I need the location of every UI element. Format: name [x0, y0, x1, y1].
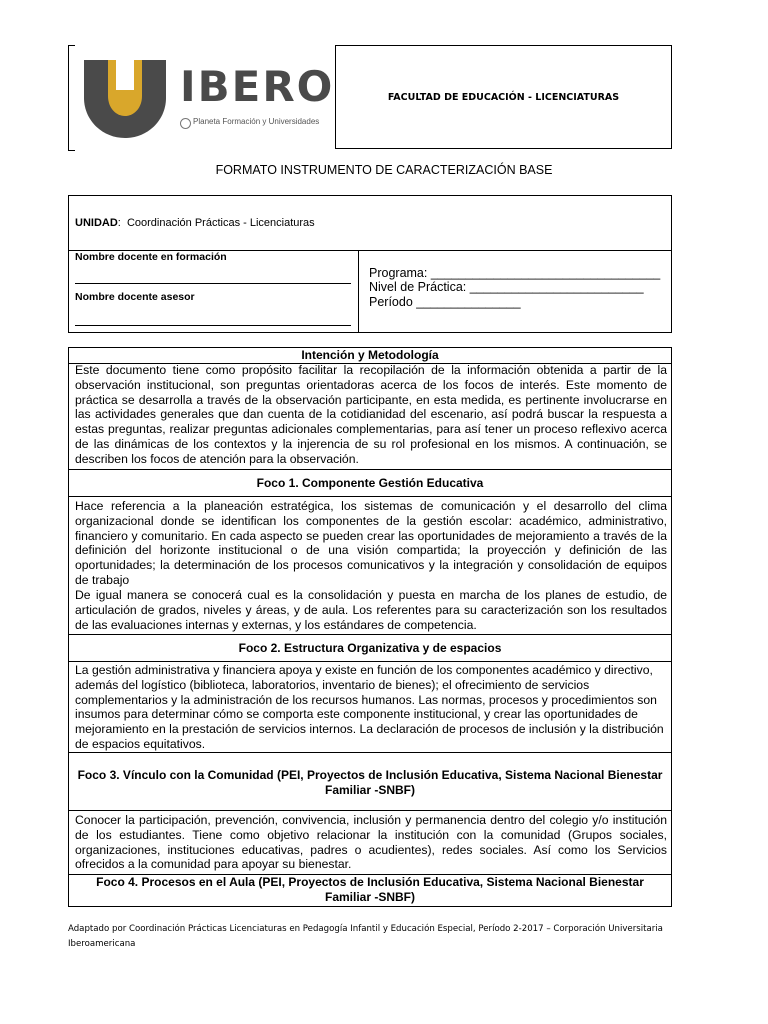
- logo-tagline: Planeta Formación y Universidades: [193, 117, 320, 126]
- unit-label: UNIDAD: [75, 217, 118, 229]
- foco3-body: Conocer la participación, prevención, convivencia, inclusión y permanencia dentro del colegio y/o institución de los estudiantes. Tiene como objetivo relacionar la institución con la comunidad (Grupos sociales, organizaciones, instituciones educativas, padres o acudientes), redes sociales. Así como los Servicios ofrecidos a la comunidad para apoyar su bienestar.: [75, 813, 667, 872]
- ibero-logo: [80, 58, 335, 140]
- unit-box: [68, 195, 672, 251]
- faculty-name: FACULTAD DE EDUCACIÓN - LICENCIATURAS: [387, 91, 620, 103]
- program-field[interactable]: Programa: _________________________________: [369, 266, 661, 280]
- column-divider: [358, 251, 359, 332]
- methodology-table: [68, 347, 672, 907]
- advisor-label: Nombre docente asesor: [75, 291, 195, 303]
- row-divider: [69, 469, 671, 470]
- header-left-frame: [68, 45, 75, 151]
- period-field[interactable]: Período _______________: [369, 295, 521, 309]
- row-divider: [69, 661, 671, 662]
- foco1-title: Foco 1. Componente Gestión Educativa: [256, 476, 484, 490]
- foco2-body: La gestión administrativa y financiera apoya y existe en función de los componentes académico y directivo, además del logístico (biblioteca, laboratorios, inventario de bienes); el ofrecimiento de servicios complementarios y la administración de los recursos humanos. Las normas, procesos y procedimientos son insumos para determinar cómo se comporta este componente institucional, y crear las oportunidades de mejoramiento en la prestación de servicios internos. La declaración de procesos de inclusión y la distribución de espacios equitativos.: [75, 663, 664, 751]
- foco4-title: Foco 4. Procesos en el Aula (PEI, Proyectos de Inclusión Educativa, Sistema Nacional Bienestar Familiar -SNBF): [96, 875, 644, 904]
- trainee-name-line[interactable]: [75, 283, 351, 284]
- row-divider: [69, 752, 671, 753]
- foco2-title: Foco 2. Estructura Organizativa y de espacios: [238, 641, 502, 655]
- logo-wordmark: IBERO: [180, 62, 335, 111]
- trainee-label: Nombre docente en formación: [75, 251, 227, 263]
- document-title: FORMATO INSTRUMENTO DE CARACTERIZACIÓN BASE: [215, 163, 553, 177]
- foco1-body-1: Hace referencia a la planeación estratégica, los sistemas de comunicación y el desarrollo del clima organizacional donde se identifican los componentes de la gestión escolar: académico, administrativo, financiero y comunitario. En cada aspecto se pueden crear las oportunidades de mejoramiento a través de la definición del horizonte institucional o de una visión compartida; la proyección y definición de las oportunidades; la determinación de los procesos comunicativos y la integración y consolidación de equipos de trabajo: [75, 499, 667, 587]
- unit-value: Coordinación Prácticas - Licenciaturas: [126, 217, 315, 229]
- footer-note: Adaptado por Coordinación Prácticas Licenciaturas en Pedagogía Infantil y Educación Especial, Período 2-2017 – Corporación Universitaria Iberoamericana: [68, 924, 663, 949]
- foco1-body-2: De igual manera se conocerá cual es la consolidación y puesta en marcha de los planes de estudio, de articulación de grados, niveles y áreas, y de aula. Los referentes para su caracterización son los resultados de las evaluaciones internas y externas, y los estándares de competencia.: [75, 588, 667, 632]
- faculty-box: [335, 45, 672, 149]
- practice-level-field[interactable]: Nivel de Práctica: _________________________: [369, 280, 644, 294]
- intro-body: Este documento tiene como propósito facilitar la recopilación de la información obtenida a partir de la observación institucional, son preguntas orientadoras acerca de los focos de interés. Este momento de práctica se desarrolla a través de la observación participante, en esta medida, es pertinente involucrarse en las actividades generales que dan cuenta de la cotidianidad del escenario, así podrá buscar la respuesta a estas preguntas, realizar preguntas adicionales complementarias, para así tener un proceso reflexivo acerca de las dinámicas de los contextos y la injerencia de su rol profesional en los mismos. A continuación, se describen los focos de atención para la observación.: [75, 363, 667, 466]
- people-box: [68, 250, 672, 333]
- advisor-name-line[interactable]: [75, 325, 351, 326]
- intro-title: Intención y Metodología: [301, 348, 439, 362]
- foco3-title: Foco 3. Vínculo con la Comunidad (PEI, Proyectos de Inclusión Educativa, Sistema Nacional Bienestar Familiar -SNBF): [77, 768, 663, 797]
- row-divider: [69, 634, 671, 635]
- row-divider: [69, 496, 671, 497]
- unit-line: UNIDAD: Coordinación Prácticas - Licenciaturas: [75, 217, 315, 229]
- row-divider: [69, 810, 671, 811]
- globe-icon: [180, 118, 191, 129]
